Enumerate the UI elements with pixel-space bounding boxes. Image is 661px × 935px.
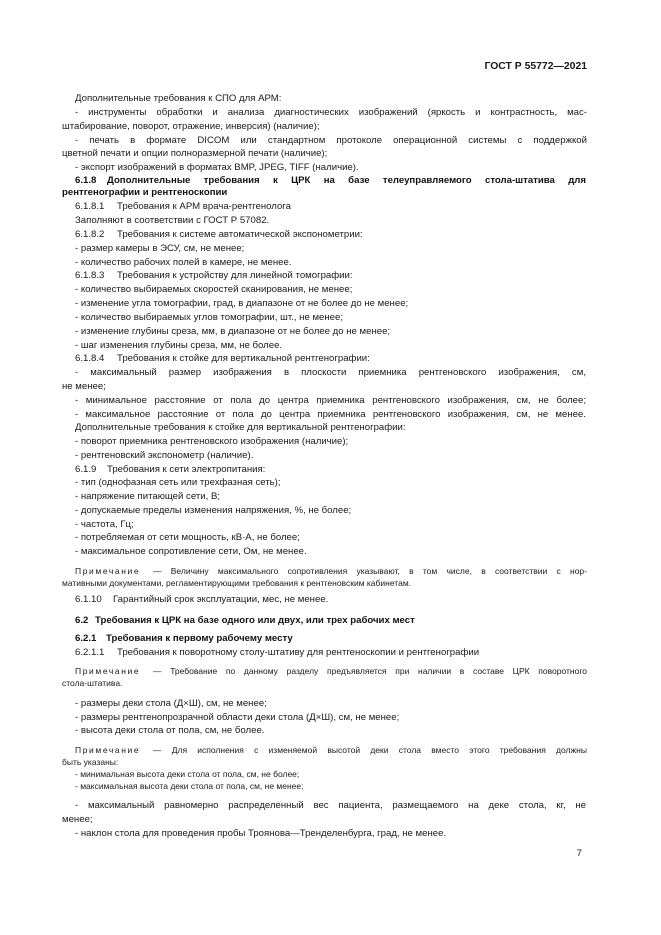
section-number: 6.2.1.1 xyxy=(75,647,105,658)
section-number: 6.1.10 xyxy=(75,594,102,605)
section-number: 6.2.1 xyxy=(75,633,97,644)
note-label: Примечание xyxy=(75,566,141,576)
section-number: 6.1.8 xyxy=(75,175,97,186)
note-label: Примечание xyxy=(75,745,141,755)
section-number: 6.2 xyxy=(75,615,89,626)
document-header: ГОСТ Р 55772—2021 xyxy=(484,61,587,72)
section-number: 6.1.8.1 xyxy=(75,201,105,212)
note-label: Примечание xyxy=(75,666,141,676)
section-number: 6.1.9 xyxy=(75,464,97,475)
section-number: 6.1.8.4 xyxy=(75,353,105,364)
page-number: 7 xyxy=(576,848,582,859)
section-number: 6.1.8.2 xyxy=(75,229,105,240)
section-number: 6.1.8.3 xyxy=(75,270,105,281)
document-page: ГОСТ Р 55772—2021 Дополнительные требования к СПО для АРМ: - инструменты обработки и анализа диагностических изображений (яркость и контрастность, мас- штабирование, поворот, отражение, инверсия) (наличие); - печать в формате DICOM или стандартном протоколе операционной системы с поддержкой цветной печати и опции полноразмерной печати (наличие); - экспорт изображений в форматах BMP, JPEG, TIFF (наличие). 6.1.8 Дополнительные требования к ЦРК на базе телеуправляемого стола-штатива для рентгенографии и рентгеноскопии 6.1.8.1 Требования к АРМ врача-рентгенолога Заполняют в соответствии с ГОСТ Р 57082. 6.1.8.2 Требования к системе автоматической экспонометрии: - размер камеры в ЭСУ, см, не менее; - количество рабочих полей в камере, не менее. 6.1.8.3 Требования к устройству для линейной томографии: - количество выбираемых скоростей сканирования, не менее; - изменение угла томографии, град, в диапазоне от не более до не менее; - количество выбираемых углов томографии, шт., не менее; - изменение глубины среза, мм, в диапазоне от не более до не менее; - шаг изменения глубины среза, мм, не более. 6.1.8.4 Требования к стойке для вертикальной рентгенографии: - максимальный размер изображения в плоскости приемника рентгеновского изображения, см, не менее; - минимальное расстояние от пола до центра приемника рентгеновского изображения, см, не более; - максимальное расстояние от пола до центра приемника рентгеновского изображения, см, не менее. Дополнительные требования к стойке для вертикальной рентгенографии: - поворот приемника рентгеновского изображения (наличие); - рентгеновский экспонометр (наличие). 6.1.9 Требования к сети электропитания: - тип (однофазная сеть или трехфазная сеть); - напряжение питающей сети, В; - допускаемые пределы изменения напряжения, %, не более; - частота, Гц; - потребляемая от сети мощность, кВ·А, не более; - максимальное сопротивление сети, Ом, не менее. Примечание — Величину максимального сопротивления указывают, в том числе, в соответствии с нор- мативными документами, регламентирующими требования к рентгеновским кабинетам. 6.1.10 Гарантийный срок эксплуатации, мес, не менее. 6.2 Требования к ЦРК на базе одного или двух, или трех рабочих мест 6.2.1 Требования к первому рабочему месту 6.2.1.1 Требования к поворотному столу-штативу для рентгеноскопии и рентгенографии Примечание — Требование по данному разделу предъявляется при наличии в составе ЦРК поворотного стола-штатива. - размеры деки стола (Д×Ш), см, не менее; - размеры рентгенопрозрачной области деки стола (Д×Ш), см, не менее; - высота деки стола от пола, см, не более. Примечание — Для исполнения с изменяемой высотой деки стола вместо этого требования должны быть указаны: - минимальная высота деки стола от пола, см, не более; - максимальная высота деки стола от пола, см, не менее; - максимальный равномерно распределенный вес пациента, размещаемого на деке стола, кг, не менее; - наклон стола для проведения пробы Троянова—Тренделенбурга, град, не менее. 7 xyxy=(0,0,661,935)
